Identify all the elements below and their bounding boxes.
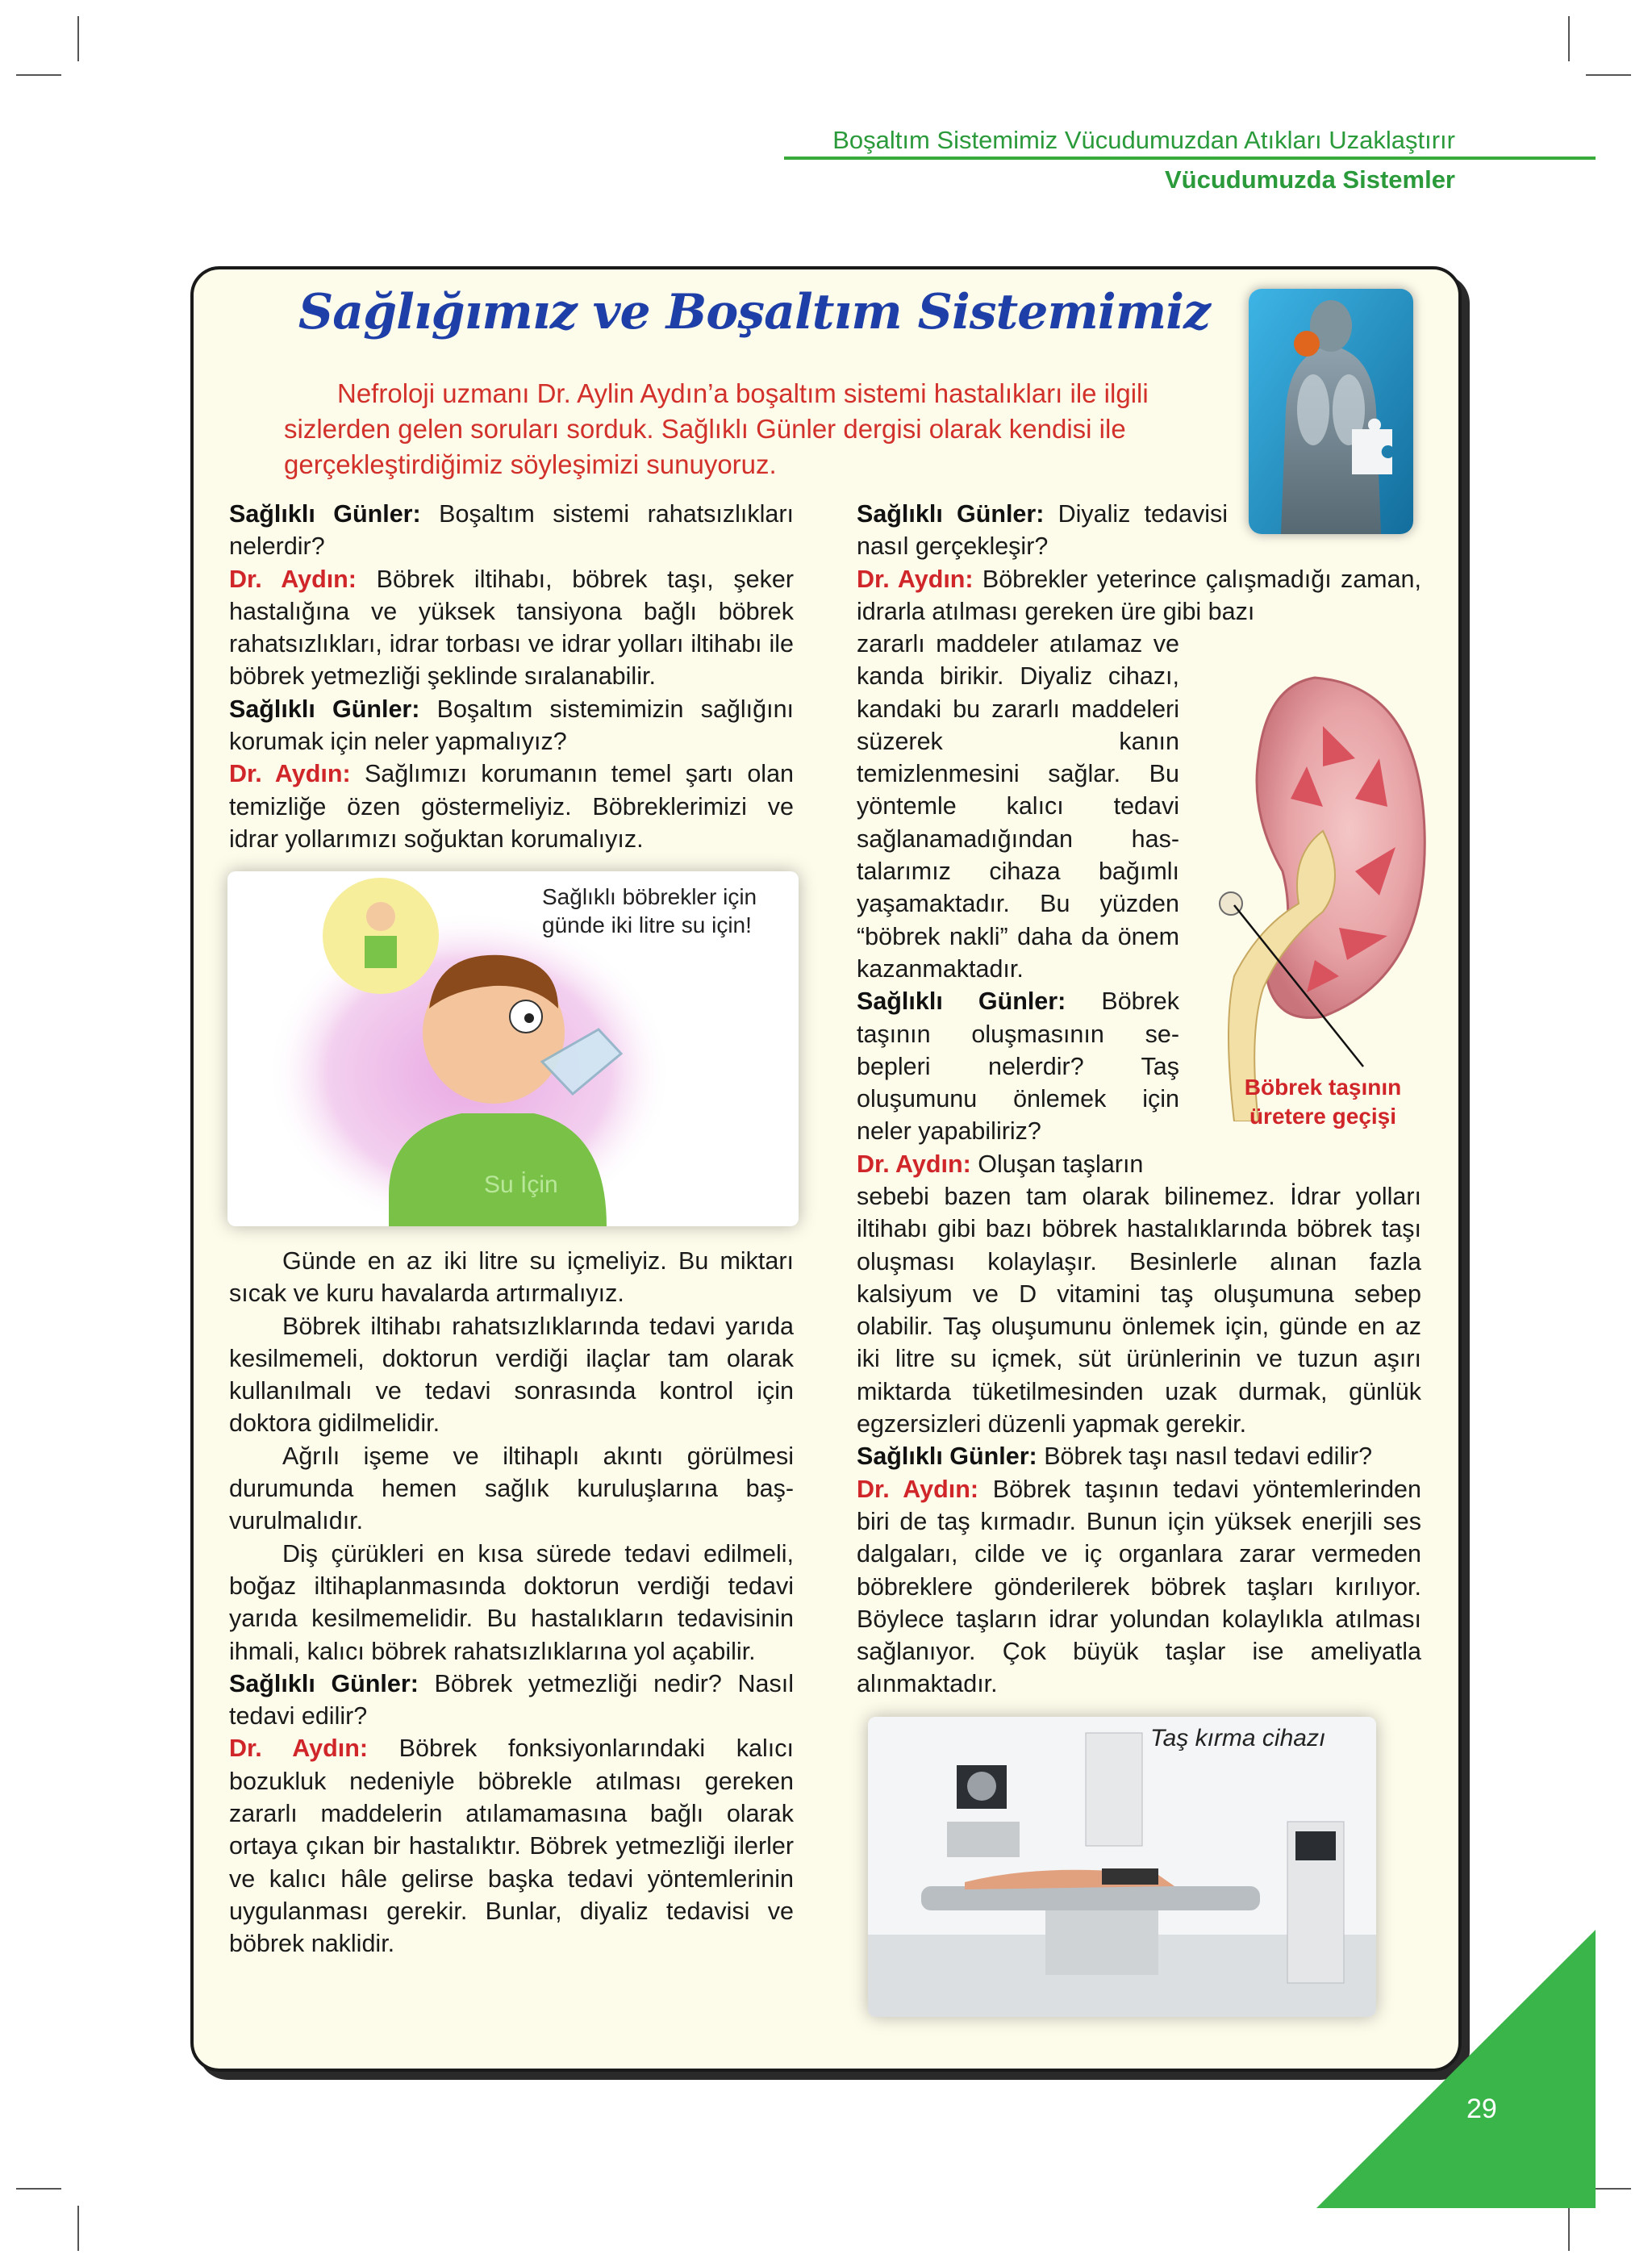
- question-label: Sağlıklı Günler:: [229, 500, 421, 528]
- answer-text: Böbrek iltihabı, böbrek taşı, şeker hastalığına ve yüksek tansiyona bağlı böbrek rahatsızlıkları, idrar torbası ve idrar yolları iltihabı ile böbrek yetmezliği şeklinde sıralanabilir.: [229, 565, 794, 691]
- answer-text: Böbrek fonksiyonlarındaki kalıcı bozukluk nedeniyle böbrekle atılması gereken zararlı maddelerin atılamamasına bağlı olarak ortaya çıkan bir hastalıktır. Böbrek yetmezliği ilerler ve kalıcı hâle gelirse başka tedavi yöntemlerinin uygulanması gerekir. Bunlar, diyaliz tedavisi ve böbrek naklidir.: [229, 1735, 794, 1958]
- question-label: Sağlıklı Günler:: [857, 500, 1045, 528]
- page-number: 29: [1466, 2094, 1497, 2124]
- paragraph: Böbrek iltihabı rahatsızlıklarında tedavi yarıda kesilmemeli, doktorun verdiği ilaçlar tam olarak kullanılmalı ve tedavi sonrasında kontrol için doktora gidilmelidir.: [229, 1312, 794, 1438]
- intro-paragraph: [284, 376, 1236, 482]
- kidney-illustration: [1202, 670, 1436, 1121]
- answer-text: Böbrekler yeterince çalışmadığı zaman, idrarla atılması gereken üre gibi bazı: [857, 565, 1421, 625]
- header-rule: [784, 157, 1596, 160]
- answer-text: Oluşan taşların: [970, 1150, 1144, 1178]
- intro-text: Nefroloji uzmanı Dr. Aylin Aydın’a boşaltım sistemi hastalıkları ile ilgili sizlerden gelen soruları sorduk. Sağlıklı Günler dergisi olarak kendisi ile gerçekleştirdiğimiz söyleşimizi sunuyoruz.: [284, 378, 1149, 479]
- answer-label: Dr. Aydın:: [857, 1475, 979, 1503]
- right-column-bottom: [857, 1180, 1421, 1701]
- left-column-bottom: [229, 1245, 794, 1960]
- paragraph: Diş çürükleri en kısa sürede tedavi edilmeli, boğaz iltihaplanmasında doktorun verdiği tedavi yarıda kesilmemelidir. Bu hastalıkların tedavisinin ihmali, kalıcı böbrek rahatsızlıklarına yol açabilir.: [229, 1539, 794, 1665]
- answer-text: zararlı maddeler atılamaz ve kanda birikir. Diyaliz cihazı, kandaki bu zararlı maddeleri süzerek kanın temizlenmesini sağlar. Bu yöntemle kalıcı tedavi sağlanamadığından has-talarımız cihaza bağımlı yaşamaktadır. Bu yüzden “böbrek nakli” daha da önem kazanmaktadır.: [857, 630, 1179, 983]
- crop-mark: [1568, 2206, 1570, 2251]
- answer-label: Dr. Aydın:: [857, 1150, 971, 1178]
- question-text: Böbrek taşının oluşmasının se-bepleri nelerdir? Taş oluşumunu önlemek için neler yapabiliriz?: [857, 987, 1179, 1146]
- answer-text: Böbrek taşının tedavi yöntemlerinden biri de taş kırmadır. Bunun için yüksek enerjili ses dalgaları, cilde ve iç organlara zarar vermeden böbreklere gönderilerek böbrek taşları kırılıyor. Böylece taşların idrar yolundan kolaylıkla atılması sağlanıyor. Çok büyük taşlar ise ameliyatla alınmaktadır.: [857, 1475, 1421, 1698]
- water-figure: [227, 871, 799, 1226]
- right-column-top: [857, 498, 1421, 628]
- question-label: Sağlıklı Günler:: [857, 987, 1066, 1016]
- page-corner-triangle: [1316, 1930, 1596, 2208]
- unit-heading: Vücudumuzda Sistemler: [1164, 165, 1455, 194]
- shirt-text: Su İçin: [484, 1171, 558, 1198]
- left-column-top: [229, 498, 794, 855]
- paragraph: Günde en az iki litre su içmeliyiz. Bu miktarı sıcak ve kuru havalarda artırmalıyız.: [229, 1247, 794, 1308]
- kidney-caption: Böbrek taşının üretere geçişi: [1244, 1075, 1402, 1129]
- water-caption: Sağlıklı böbrekler için günde iki litre su için!: [542, 884, 757, 937]
- question-label: Sağlıklı Günler:: [229, 1669, 419, 1697]
- machine-photo: [868, 1717, 1376, 2017]
- chapter-heading: Boşaltım Sistemimiz Vücudumuzdan Atıkları Uzaklaştırır: [832, 126, 1455, 154]
- question-text: Böbrek yetmezliği nedir? Nasıl tedavi edilir?: [229, 1669, 795, 1731]
- question-text: Böbrek taşı nasıl tedavi edilir?: [1037, 1442, 1373, 1471]
- crop-mark: [77, 16, 79, 61]
- crop-mark: [1568, 16, 1570, 61]
- answer-text: Sağlımızı korumanın temel şartı olan temizliğe özen göstermeliyiz. Böbreklerimizi ve idrar yollarımızı soğuktan korumalıyız.: [229, 760, 794, 853]
- crop-mark: [16, 74, 61, 76]
- answer-label: Dr. Aydın:: [229, 760, 351, 788]
- question-label: Sağlıklı Günler:: [229, 695, 420, 723]
- crop-mark: [16, 2188, 61, 2190]
- machine-caption: Taş kırma cihazı: [1150, 1725, 1326, 1751]
- article-title: Sağlığımız ve Boşaltım Sistemimiz: [298, 284, 1211, 340]
- question-label: Sağlıklı Günler:: [857, 1442, 1037, 1471]
- crop-mark: [1586, 74, 1631, 76]
- question-text: Boşaltım sistemimizin sağlığını korumak için neler yapmalıyız?: [229, 695, 795, 756]
- right-column-narrow: [857, 628, 1179, 1180]
- answer-text: sebebi bazen tam olarak bilinemez. İdrar yolları iltihabı gibi bazı böbrek hastalıklarında böbrek taşı oluşması kolaylaşır. Besinlerle alınan fazla kalsiyum ve D vitamini taş oluşumuna sebep olabilir. Taş oluşumunu önlemek için, günde en az iki litre su içmek, süt ürünlerinin ve tuzun aşırı miktarda tüketilmesinden uzak durmak, günlük egzersizleri düzenli yapmak gerekir.: [857, 1183, 1421, 1438]
- answer-label: Dr. Aydın:: [229, 565, 357, 593]
- question-text: Boşaltım sistemi rahatsızlıkları nelerdir?: [229, 500, 795, 561]
- crop-mark: [77, 2206, 79, 2251]
- paragraph: Ağrılı işeme ve iltihaplı akıntı görülmesi durumunda hemen sağlık kuruluşlarına baş-vurulmalıdır.: [229, 1442, 794, 1535]
- answer-label: Dr. Aydın:: [857, 565, 974, 593]
- question-text: Diyaliz tedavisi nasıl gerçekleşir?: [857, 500, 1228, 561]
- answer-label: Dr. Aydın:: [229, 1735, 368, 1763]
